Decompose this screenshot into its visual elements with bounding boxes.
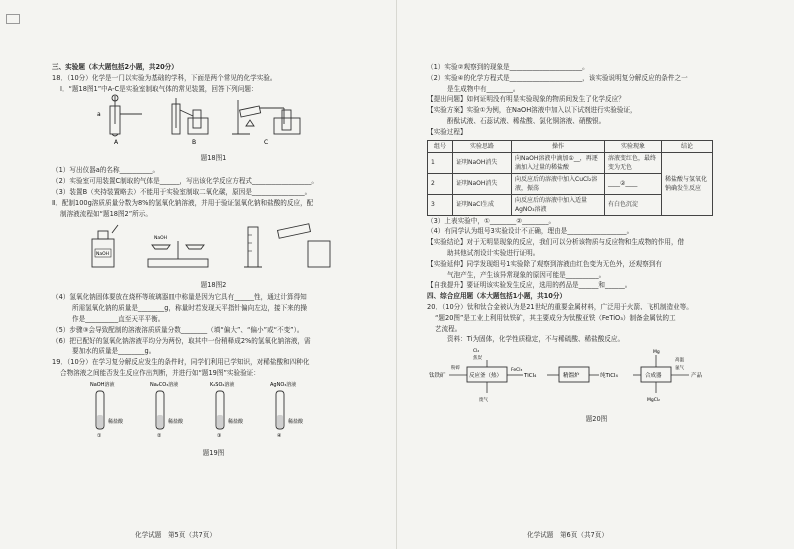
reagent-3: K₂SO₄溶液	[210, 381, 235, 388]
tube-3	[210, 381, 244, 439]
tube-4	[270, 381, 304, 439]
tube-label-2: 稀盐酸	[168, 418, 184, 425]
r-2-a: （2）实验④的化学方程式是______________________，该实验说明复分解反应的条件之一	[427, 73, 688, 82]
r-2-b: 是生成物中有________。	[447, 84, 520, 93]
cell-op-1: 向NaOH溶液中滴加①__，再逐滴加入过量的稀盐酸	[512, 152, 605, 173]
flow-high-temp: 高温	[675, 358, 684, 364]
cell-ph-2: ____②____	[605, 173, 662, 194]
th-conclusion: 结论	[662, 140, 713, 152]
figure-18-2-caption: 题18图2	[200, 281, 227, 290]
apparatus-b	[172, 98, 208, 146]
tube-label-1: 稀盐酸	[108, 418, 124, 425]
r-extension-1: 【实验延伸】同学发现组号1实验除了观察到溶液由红色变为无色外，还观察到有	[427, 259, 662, 268]
experiment-table	[427, 140, 713, 216]
tube-label-4: 稀盐酸	[288, 418, 304, 425]
section-4-title: 四、综合应用题（本大题包括1小题，共10分）	[427, 292, 567, 301]
paper-label: NaOH	[154, 236, 168, 242]
q18-part2-a: Ⅱ．配制100g溶质质量分数为8%的氢氧化钠溶液，并用于验证氢氧化钠和盐酸的反应，配	[52, 198, 314, 207]
flow-cl2: Cl₂	[473, 349, 480, 355]
q20-c: 艺流程。	[435, 324, 462, 333]
flow-ore: 钛铁矿	[429, 373, 446, 380]
label-C: C	[264, 139, 269, 147]
q18-5: （5）步骤③会导致配制的溶液溶质质量分数________（填“偏大”、“偏小”或“不变”）。	[52, 325, 304, 334]
label-A: A	[114, 139, 119, 147]
cell-conclusion: 稀盐酸与氢氧化钠确发生反应	[662, 152, 713, 215]
flow-waste-gas: 废气	[479, 398, 488, 404]
q20-a: 20．（10分）钛和钛合金被认为是21世纪的重要金属材料，广泛用于火箭、飞机制造业等。	[427, 302, 693, 311]
th-no: 组号	[428, 140, 453, 152]
apparatus-c	[232, 100, 300, 146]
r-4: （4）有同学认为组号3实验设计不正确，理由是__________________。	[427, 227, 634, 236]
page-footer-left: 化学试题 第5页（共7页）	[135, 531, 216, 539]
reagent-2: Na₂CO₃溶液	[150, 381, 179, 388]
tube-num-2: ②	[157, 432, 162, 439]
figure-20-flowchart	[427, 345, 767, 407]
th-op: 操作	[512, 140, 605, 152]
q19-b: 合物溶液之间能否发生反应作出判断，并进行如“题19图”实验验证：	[60, 368, 260, 377]
section-title: 三、实验题（本大题包括2小题，共20分）	[52, 63, 178, 71]
r-question: 【提出问题】如何证明没有明显实验现象的物质间发生了化学反应？	[427, 95, 625, 104]
r-extension-2: 气泡产生，产生该异常现象的原因可能是__________。	[447, 270, 606, 279]
cell-no-3: 3	[428, 194, 453, 215]
tube-num-4: ④	[277, 432, 282, 439]
label-B: B	[192, 139, 197, 147]
q20-b: “题20图”是工业上利用钛铁矿，其主要成分为钛酸亚铁（FeTiO₃）制备金属钛的工	[435, 313, 676, 322]
flow-pure-ticl4: 纯TiCl₄	[600, 373, 618, 380]
flow-mg: Mg	[653, 350, 660, 356]
q18-4-b: 所需氢氧化钠的质量是________g，称量时若发现天平指针偏向左边，接下来的操	[72, 304, 307, 313]
cell-no-1: 1	[428, 152, 453, 173]
flow-reactor: 反应釜（热）	[469, 373, 503, 380]
q18-6-b: 要加水的质量是________g。	[72, 347, 156, 356]
flow-argon: 氩气	[675, 366, 684, 372]
cell-idea-1: 证明NaOH消失	[453, 152, 512, 173]
table-header	[428, 140, 713, 152]
q18-intro: 18．（10分）化学是一门以实验为基础的学科，下面是两个常见的化学实验。	[52, 73, 277, 82]
flow-coke: 焦炭	[473, 356, 482, 362]
balance	[148, 235, 208, 267]
flow-mgcl2: MgCl₂	[647, 398, 660, 404]
figure-18-1	[52, 94, 352, 146]
flow-still: 精馏炉	[563, 373, 580, 380]
r-1: （1）实验②观察到的现象是______________________。	[427, 63, 589, 71]
q18-4-c: 作是__________直至天平平衡。	[72, 314, 165, 323]
r-conclusion-2: 助其他试剂设计实验进行证明。	[447, 248, 540, 257]
r-process: 【实验过程】	[427, 127, 467, 136]
r-conclusion-1: 【实验结论】对于无明显现象的反应，我们可以分析该物质与反应物和生成物的作用，借	[427, 238, 685, 247]
apparatus-a	[97, 95, 142, 146]
q18-4-a: （4）氢氧化钠固体要放在烧杯等玻璃器皿中称量是因为它具有______性，通过计算得知	[52, 293, 307, 302]
tube-num-1: ①	[97, 432, 102, 439]
measuring-cylinder	[244, 227, 262, 267]
bottle-label: NaOH	[96, 252, 110, 258]
r-3: （3）上表实验中，①________②________。	[427, 216, 556, 225]
q18-2: （2）实验室可用装置C制取的气体是______，写出该化学反应方程式__________________。	[52, 177, 318, 186]
tube-2	[150, 381, 184, 439]
label-a: a	[97, 111, 101, 119]
flow-crush: 粉碎	[451, 366, 460, 372]
reagent-1: NaOH溶液	[90, 381, 115, 388]
r-plan-2: 酚酞试液、石蕊试液、稀盐酸、氯化铜溶液、硝酸银。	[447, 116, 606, 125]
cell-op-2: 向反应后的溶液中加入CuCl₂溶液，振荡	[512, 173, 605, 194]
q19-a: 19．（10分）在学习复分解反应发生的条件时，同学们利用已学知识，对稀盐酸和四种化	[52, 358, 310, 367]
reagent-4: AgNO₃溶液	[270, 381, 297, 388]
th-phenomenon: 实验现象	[605, 140, 662, 152]
tube-label-3: 稀盐酸	[228, 418, 244, 425]
q18-1: （1）写出仪器a的名称__________。	[52, 166, 160, 175]
flow-synthesizer: 合成器	[645, 373, 662, 380]
figure-18-1-caption: 题18图1	[200, 154, 227, 163]
flow-ticl4: TiCl₄	[524, 373, 537, 380]
cell-idea-2: 证明NaOH消失	[453, 173, 512, 194]
tube-1	[90, 381, 124, 439]
th-idea: 实验思路	[453, 140, 512, 152]
page-6	[397, 0, 794, 549]
reagent-bottle	[92, 225, 118, 267]
figure-19	[52, 379, 352, 441]
cell-ph-1: 溶液变红色，最终变为无色	[605, 152, 662, 173]
q18-part1: Ⅰ．“题18图1”中A-C是实验室制取气体的常见装置，回答下列问题：	[60, 84, 258, 93]
flow-fecl3: FeCl₃	[511, 368, 523, 374]
r-self: 【自我提升】要证明该实验发生反应，选用的药品是______和______。	[427, 281, 632, 290]
q18-6-a: （6）把已配好的氢氧化钠溶液平均分为两份，取其中一份稍释成2%的氢氧化钠溶液，需	[52, 336, 311, 345]
figure-19-caption: 题19图	[202, 448, 225, 457]
figure-18-2	[52, 219, 352, 273]
tube-num-3: ③	[217, 432, 222, 439]
pouring-cylinder	[278, 224, 330, 267]
cell-idea-3: 证明NaCl生成	[453, 194, 512, 215]
cell-ph-3: 有白色沉淀	[605, 194, 662, 215]
q18-3: （3）装置B（夹持装置略去）不能用于实验室制取二氧化碳，原因是________________。	[52, 187, 312, 196]
figure-20-caption: 题20图	[585, 415, 608, 424]
cell-no-2: 2	[428, 173, 453, 194]
q20-info: 资料：Ti为固体，化学性质稳定，不与稀硫酸、稀盐酸反应。	[447, 335, 625, 344]
q18-part2-b: 制溶液流程如“题18图2”所示。	[60, 209, 152, 218]
r-plan-1: 【实验方案】实验①为例，在NaOH溶液中加入以下试剂进行实验验证，	[427, 106, 637, 115]
page-footer-right: 化学试题 第6页（共7页）	[527, 531, 608, 539]
flow-product: 产品	[691, 373, 703, 380]
table-row	[428, 152, 713, 173]
cell-op-3: 向反应后的溶液中加入适量AgNO₃溶液	[512, 194, 605, 215]
